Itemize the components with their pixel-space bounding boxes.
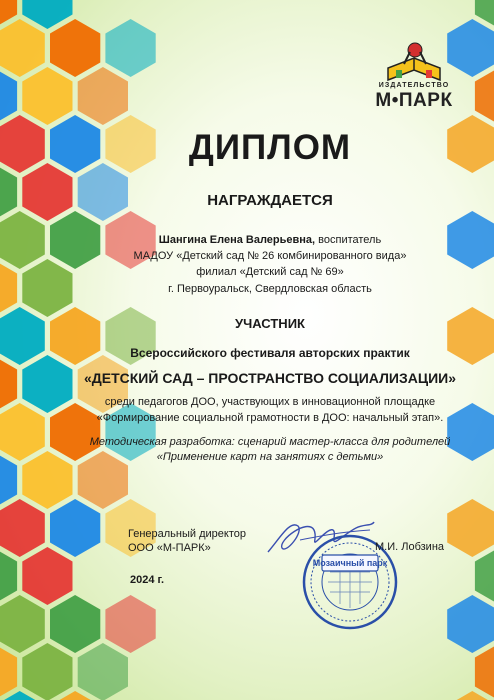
branch-line: филиал «Детский сад № 69» bbox=[196, 266, 344, 278]
hexagon-tile bbox=[0, 163, 17, 221]
hexagon-tile bbox=[50, 595, 100, 653]
hexagon-tile bbox=[475, 643, 494, 700]
hexagon-tile bbox=[0, 259, 17, 317]
hexagon-tile bbox=[0, 403, 45, 461]
context-line-2: «Формирование социальной грамотности в ДОО: начальный этап». bbox=[96, 412, 444, 424]
director-company: ООО «М-ПАРК» bbox=[128, 542, 211, 554]
context-line-1: среди педагогов ДОО, участвующих в инновационной площадке bbox=[104, 396, 436, 408]
hexagon-tile bbox=[0, 115, 45, 173]
stamp-label: Мозаичный парк bbox=[312, 558, 388, 568]
hexagon-tile bbox=[0, 211, 45, 269]
hexagon-tile bbox=[22, 0, 72, 29]
hexagon-tile bbox=[0, 595, 45, 653]
hexagon-tile bbox=[447, 499, 494, 557]
work-description-2: «Применение карт на занятиях с детьми» bbox=[156, 451, 384, 463]
hexagon-tile bbox=[0, 307, 45, 365]
hexagon-tile bbox=[22, 547, 72, 605]
hexagon-tile bbox=[0, 643, 17, 700]
hexagon-tile bbox=[50, 19, 100, 77]
hexagon-tile bbox=[50, 499, 100, 557]
director-title: Генеральный директор bbox=[128, 528, 246, 540]
recipient-role: воспитатель bbox=[315, 234, 382, 246]
work-description-1: Методическая разработка: сценарий мастер-класса для родителей bbox=[89, 436, 451, 448]
festival-title: «ДЕТСКИЙ САД – ПРОСТРАНСТВО СОЦИАЛИЗАЦИИ» bbox=[84, 370, 456, 386]
publisher-name: М•ПАРК bbox=[375, 90, 453, 111]
hexagon-tile bbox=[0, 499, 45, 557]
organization-line: МАДОУ «Детский сад № 26 комбинированного вида» bbox=[133, 250, 407, 262]
hexagon-tile bbox=[0, 19, 45, 77]
hexagon-tile bbox=[22, 643, 72, 700]
participant-status: УЧАСТНИК bbox=[235, 316, 305, 331]
hexagon-tile bbox=[447, 595, 494, 653]
book-with-figure-icon bbox=[360, 40, 470, 84]
hexagon-tile bbox=[78, 67, 128, 125]
festival-name: Всероссийского фестиваля авторских практик bbox=[130, 346, 410, 360]
hexagon-tile bbox=[78, 643, 128, 700]
issue-year: 2024 г. bbox=[130, 574, 165, 586]
hexagon-tile bbox=[105, 595, 155, 653]
hexagon-tile bbox=[22, 67, 72, 125]
hexagon-tile bbox=[0, 355, 17, 413]
signer-name: М.И. Лобзина bbox=[375, 541, 445, 553]
hexagon-tile bbox=[105, 19, 155, 77]
hexagon-tile bbox=[475, 67, 494, 125]
hexagon-tile bbox=[0, 67, 17, 125]
recipient-line bbox=[40, 234, 494, 246]
hexagon-tile bbox=[475, 547, 494, 605]
publisher-logo bbox=[360, 40, 470, 112]
hexagon-tile bbox=[0, 451, 17, 509]
diploma-title: ДИПЛОМ bbox=[188, 128, 352, 167]
hexagon-tile bbox=[0, 547, 17, 605]
recipient-name: Шангина Елена Валерьевна, bbox=[158, 234, 316, 246]
publisher-label: ИЗДАТЕЛЬСТВО bbox=[378, 82, 450, 89]
awarded-heading: НАГРАЖДАЕТСЯ bbox=[207, 192, 333, 209]
director-position bbox=[128, 527, 246, 555]
city-line: г. Первоуральск, Свердловская область bbox=[168, 283, 372, 295]
